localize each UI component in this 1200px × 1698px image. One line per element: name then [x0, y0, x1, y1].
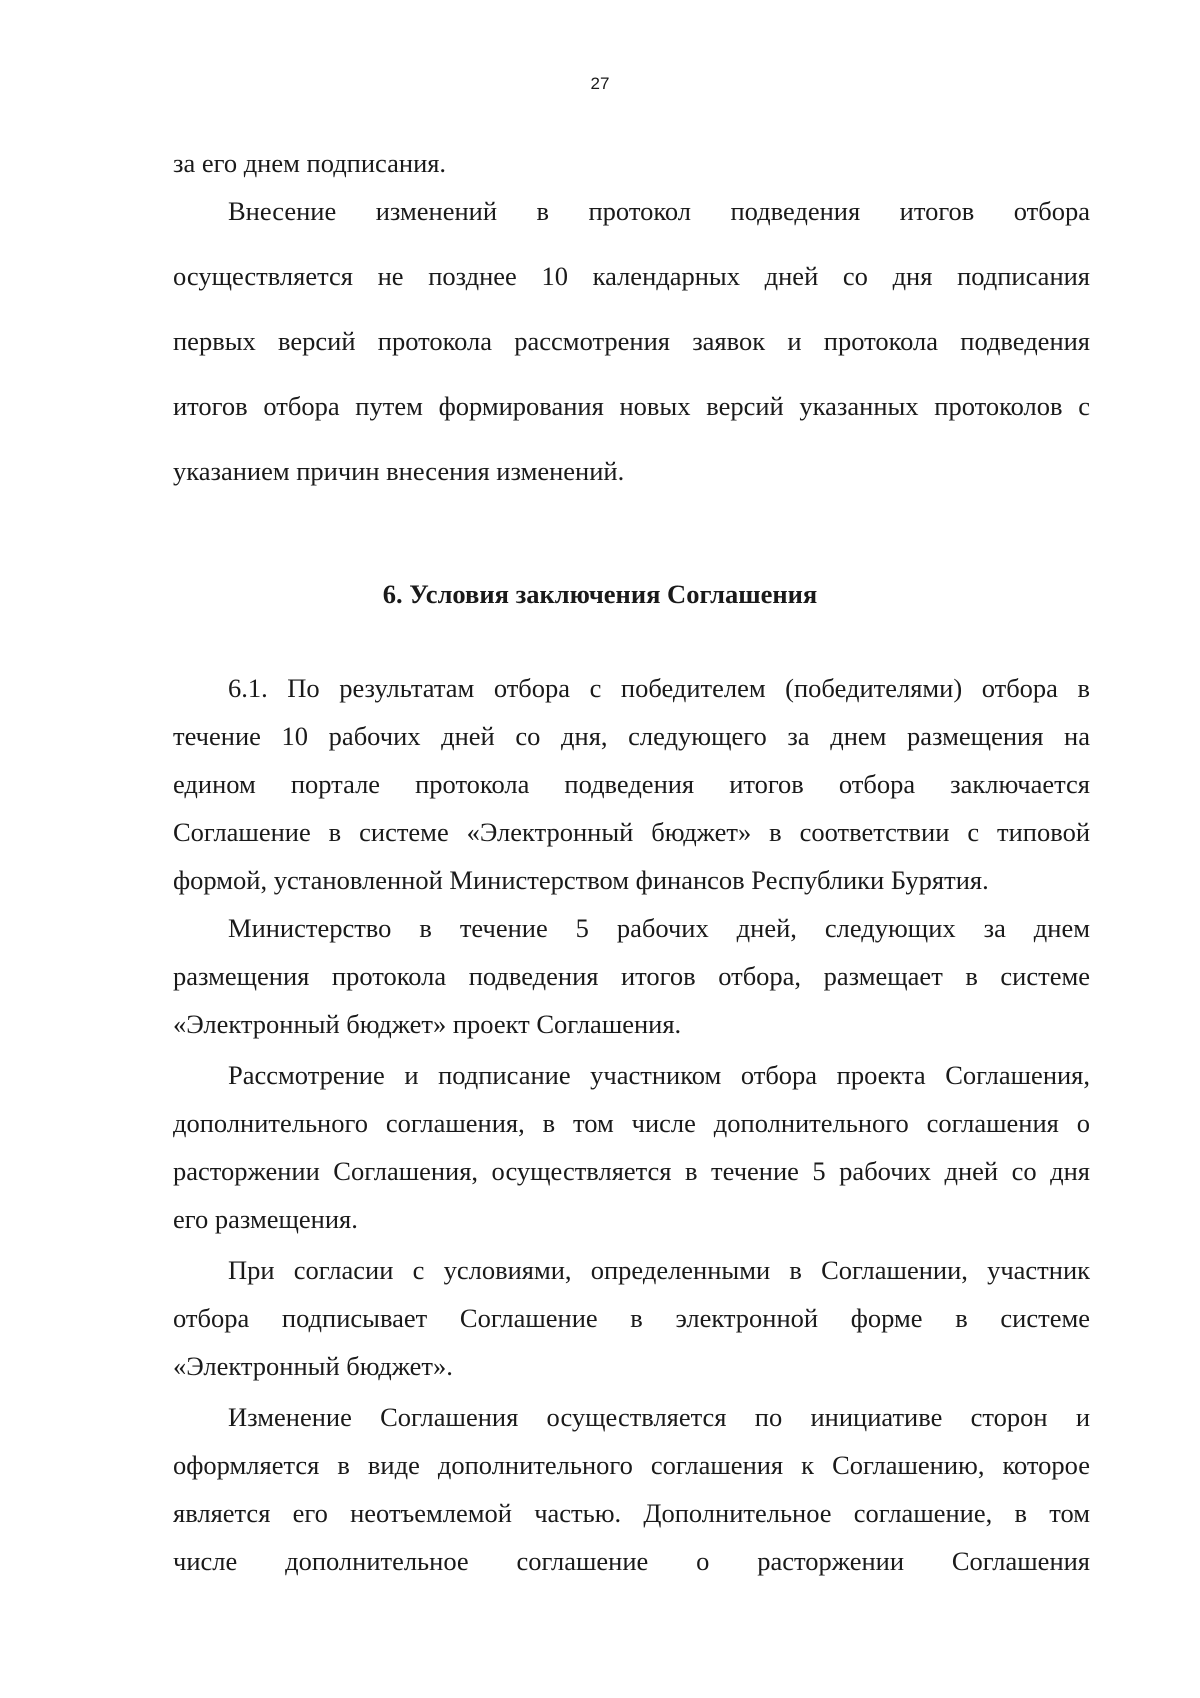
- paragraph-line: «Электронный бюджет».: [173, 1351, 453, 1381]
- paragraph-line: При согласии с условиями, определенными в Соглашении, участник: [228, 1255, 1090, 1285]
- paragraph-line: числе дополнительное соглашение о расторжении Соглашения: [173, 1546, 1090, 1576]
- paragraph-line: отбора подписывает Соглашение в электронной форме в системе: [173, 1303, 1090, 1333]
- paragraph-line: первых версий протокола рассмотрения заявок и протокола подведения: [173, 326, 1090, 356]
- paragraph-line: «Электронный бюджет» проект Соглашения.: [173, 1009, 682, 1039]
- paragraph-line: размещения протокола подведения итогов отбора, размещает в системе: [173, 961, 1090, 991]
- paragraph-line: Рассмотрение и подписание участником отбора проекта Соглашения,: [228, 1060, 1090, 1090]
- paragraph-line: Изменение Соглашения осуществляется по инициативе сторон и: [228, 1402, 1090, 1432]
- page-number: 27: [590, 74, 610, 93]
- paragraph-line: оформляется в виде дополнительного соглашения к Соглашению, которое: [173, 1450, 1090, 1480]
- paragraph-line: его размещения.: [173, 1204, 358, 1234]
- paragraph-line: указанием причин внесения изменений.: [173, 456, 625, 486]
- paragraph-line: едином портале протокола подведения итогов отбора заключается: [173, 769, 1090, 799]
- paragraph-line: 6.1. По результатам отбора с победителем (победителями) отбора в: [228, 673, 1090, 703]
- paragraph-line: расторжении Соглашения, осуществляется в течение 5 рабочих дней со дня: [173, 1156, 1090, 1186]
- paragraph-line: за его днем подписания.: [173, 148, 447, 178]
- paragraph-line: Внесение изменений в протокол подведения итогов отбора: [228, 196, 1090, 226]
- paragraph-line: итогов отбора путем формирования новых версий указанных протоколов с: [173, 391, 1090, 421]
- paragraph-line: осуществляется не позднее 10 календарных дней со дня подписания: [173, 261, 1090, 291]
- paragraph-line: является его неотъемлемой частью. Дополнительное соглашение, в том: [173, 1498, 1090, 1528]
- section-heading: 6. Условия заключения Соглашения: [382, 579, 818, 609]
- paragraph-line: дополнительного соглашения, в том числе дополнительного соглашения о: [173, 1108, 1090, 1138]
- paragraph-line: течение 10 рабочих дней со дня, следующего за днем размещения на: [173, 721, 1090, 751]
- paragraph-line: Соглашение в системе «Электронный бюджет» в соответствии с типовой: [173, 817, 1090, 847]
- paragraph-line: Министерство в течение 5 рабочих дней, следующих за днем: [228, 913, 1090, 943]
- paragraph-line: формой, установленной Министерством финансов Республики Бурятия.: [173, 865, 989, 895]
